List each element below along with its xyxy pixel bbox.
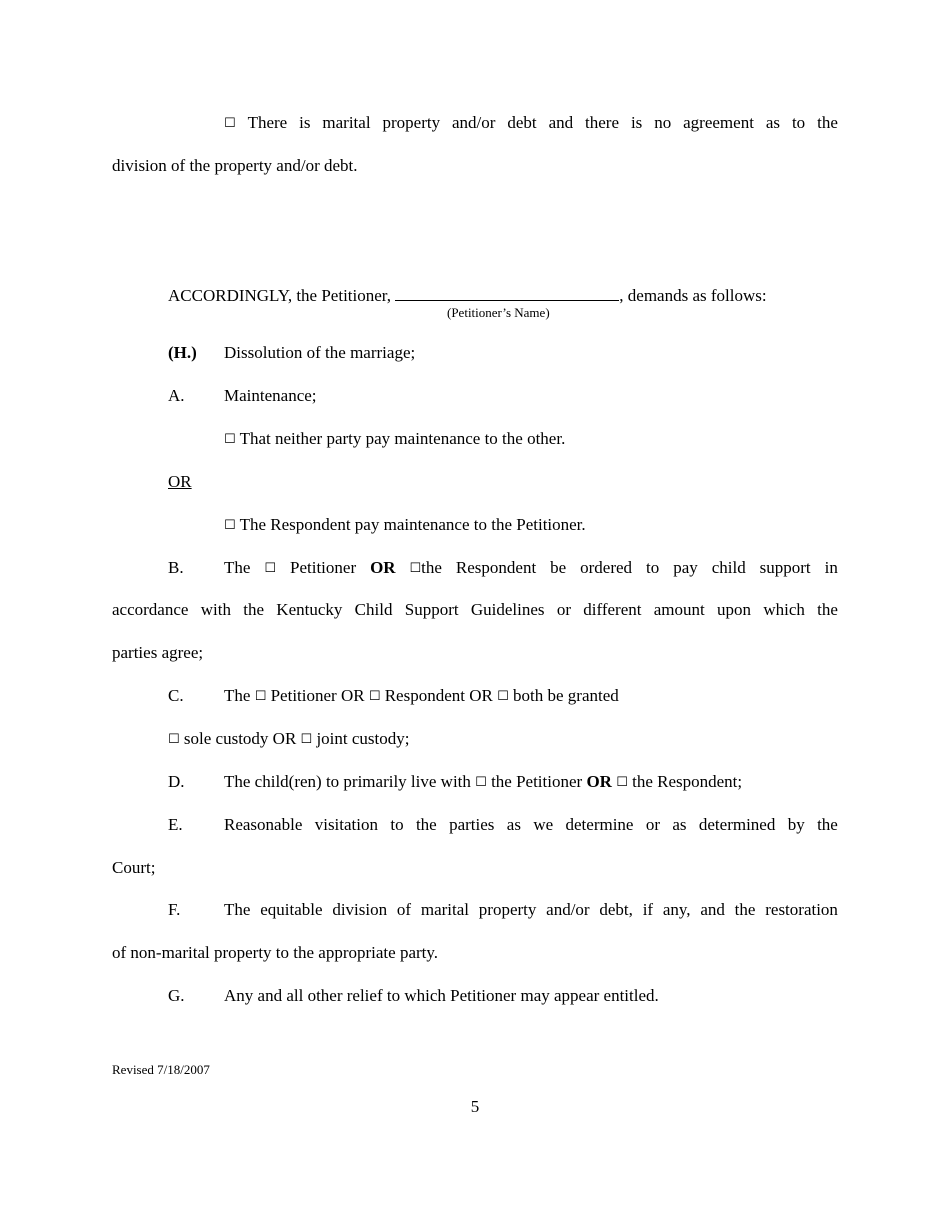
- item-g-text: Any and all other relief to which Petitioner may appear entitled.: [224, 986, 659, 1005]
- item-b-or: OR: [370, 558, 396, 577]
- item-b-l2-w7: or: [556, 600, 571, 619]
- item-c-respondent: Respondent OR: [384, 686, 493, 705]
- item-e-w6: we: [533, 815, 554, 834]
- intro-w10: agreement: [683, 113, 754, 132]
- checkbox-icon[interactable]: ☐: [264, 561, 277, 576]
- item-b-l2-w3: Kentucky: [276, 600, 343, 619]
- item-f-w10: and: [700, 900, 725, 919]
- item-b-rest-4: to: [646, 558, 660, 577]
- accordingly-after: , demands as follows:: [619, 286, 767, 305]
- item-a-option-1: [224, 429, 565, 451]
- checkbox-icon[interactable]: ☐: [168, 732, 180, 747]
- item-c-both: both be granted: [513, 686, 619, 705]
- item-e-w8: or: [645, 815, 660, 834]
- item-b-l2-w2: the: [243, 600, 265, 619]
- item-b-l2-w6: Guidelines: [470, 600, 545, 619]
- item-b-l2-w9: amount: [653, 600, 705, 619]
- intro-w2: marital: [322, 113, 371, 132]
- item-b-l2-w12: the: [817, 600, 838, 619]
- intro-w3: property: [382, 113, 441, 132]
- item-b-the: The: [224, 558, 251, 577]
- item-b-line-3: parties agree;: [112, 643, 204, 662]
- intro-w11: as: [765, 113, 781, 132]
- intro-w4: and/or: [452, 113, 496, 132]
- item-e-w10: determined: [698, 815, 776, 834]
- item-f-w2: division: [332, 900, 388, 919]
- item-b-l2-w4: Child: [354, 600, 393, 619]
- item-e-line-2: Court;: [112, 858, 156, 877]
- item-b-rest-7: support: [759, 558, 811, 577]
- intro-w12: to: [791, 113, 806, 132]
- checkbox-icon[interactable]: ☐: [224, 116, 236, 131]
- item-a-label: A.: [168, 386, 185, 405]
- checkbox-icon[interactable]: ☐: [254, 689, 267, 704]
- item-b-rest-6: child: [711, 558, 746, 577]
- item-f-w3: of: [396, 900, 412, 919]
- item-b-rest-5: pay: [673, 558, 698, 577]
- intro-w6: and: [548, 113, 574, 132]
- item-d-text: The child(ren) to primarily live with: [224, 772, 471, 791]
- intro-w0: There: [247, 113, 288, 132]
- item-c-joint: joint custody;: [316, 729, 410, 748]
- item-f-w12: restoration: [765, 900, 838, 919]
- item-f-w11: the: [734, 900, 756, 919]
- checkbox-icon[interactable]: ☐: [616, 775, 628, 790]
- intro-w7: there: [585, 113, 620, 132]
- item-e-w0: Reasonable: [224, 815, 303, 834]
- intro-w9: no: [654, 113, 672, 132]
- item-b-l2-w8: different: [583, 600, 642, 619]
- item-c-the: The: [224, 686, 251, 705]
- item-e-label: E.: [168, 815, 183, 834]
- intro-line-2: division of the property and/or debt.: [112, 156, 358, 175]
- item-e-line-1: [224, 815, 838, 835]
- revised-date: Revised 7/18/2007: [112, 1062, 210, 1077]
- item-b-line-2: [112, 600, 838, 620]
- item-b-rest-3: ordered: [580, 558, 633, 577]
- item-a-option-1-text: That neither party pay maintenance to the other.: [239, 429, 566, 448]
- item-b-rest-2: be: [550, 558, 567, 577]
- item-h-text: Dissolution of the marriage;: [224, 343, 416, 362]
- intro-w1: is: [299, 113, 311, 132]
- intro-line-1: [224, 113, 838, 135]
- petitioner-name-caption: (Petitioner’s Name): [447, 305, 550, 320]
- item-b-l2-w0: accordance: [112, 600, 189, 619]
- item-e-w9: as: [672, 815, 687, 834]
- item-a-option-2-text: The Respondent pay maintenance to the Petitioner.: [239, 515, 586, 534]
- item-b-l2-w10: upon: [717, 600, 752, 619]
- item-c-text: [224, 686, 619, 708]
- item-e-w4: parties: [449, 815, 495, 834]
- checkbox-icon[interactable]: ☐: [368, 689, 381, 704]
- item-f-w8: if: [642, 900, 654, 919]
- item-f-line-1: [224, 900, 838, 920]
- item-g-label: G.: [168, 986, 185, 1005]
- item-f-w5: property: [478, 900, 537, 919]
- item-f-w4: marital: [420, 900, 469, 919]
- item-b-l2-w1: with: [200, 600, 231, 619]
- item-b-line-1: [224, 558, 838, 580]
- checkbox-icon[interactable]: ☐: [475, 775, 487, 790]
- item-b-petitioner: Petitioner: [290, 558, 357, 577]
- item-a-option-2: [224, 515, 586, 537]
- item-e-w1: visitation: [314, 815, 378, 834]
- item-f-w7: debt,: [599, 900, 633, 919]
- item-e-w12: the: [817, 815, 838, 834]
- item-h-label: (H.): [168, 343, 197, 362]
- item-c-custody: [168, 729, 409, 751]
- checkbox-icon[interactable]: ☐: [409, 561, 422, 576]
- item-a-or: OR: [168, 472, 192, 491]
- item-b-rest-8: in: [824, 558, 838, 577]
- item-c-sole: sole custody OR: [183, 729, 297, 748]
- item-f-w6: and/or: [546, 900, 590, 919]
- item-d-respondent: the Respondent;: [632, 772, 743, 791]
- item-d-label: D.: [168, 772, 185, 791]
- checkbox-icon[interactable]: ☐: [224, 518, 236, 533]
- item-c-label: C.: [168, 686, 184, 705]
- item-b-label: B.: [168, 558, 184, 577]
- item-d-petitioner: the Petitioner: [491, 772, 583, 791]
- item-b-rest-1: Respondent: [455, 558, 537, 577]
- item-a-text: Maintenance;: [224, 386, 317, 405]
- intro-w13: the: [817, 113, 838, 132]
- item-b-l2-w5: Support: [404, 600, 459, 619]
- item-f-w1: equitable: [260, 900, 323, 919]
- accordingly-before: ACCORDINGLY, the Petitioner,: [168, 286, 392, 305]
- item-c-petitioner: Petitioner OR: [270, 686, 365, 705]
- item-f-label: F.: [168, 900, 181, 919]
- item-d-or: OR: [586, 772, 612, 791]
- checkbox-icon[interactable]: ☐: [497, 689, 509, 704]
- item-b-rest-0: ☐the: [409, 558, 442, 577]
- intro-w5: debt: [507, 113, 537, 132]
- checkbox-icon[interactable]: ☐: [300, 732, 313, 747]
- petitioner-name-field[interactable]: [395, 285, 619, 301]
- item-e-w3: the: [415, 815, 437, 834]
- item-f-line-2: of non-marital property to the appropriate party.: [112, 943, 439, 962]
- item-e-w2: to: [390, 815, 404, 834]
- item-d-content: [224, 772, 742, 794]
- item-b-l2-w11: which: [763, 600, 805, 619]
- checkbox-icon[interactable]: ☐: [224, 432, 236, 447]
- item-f-w0: The: [224, 900, 251, 919]
- page-number: 5: [470, 1097, 480, 1116]
- intro-w8: is: [630, 113, 643, 132]
- item-e-w5: as: [506, 815, 521, 834]
- item-f-w9: any,: [662, 900, 691, 919]
- item-e-w7: determine: [565, 815, 634, 834]
- item-e-w11: by: [787, 815, 805, 834]
